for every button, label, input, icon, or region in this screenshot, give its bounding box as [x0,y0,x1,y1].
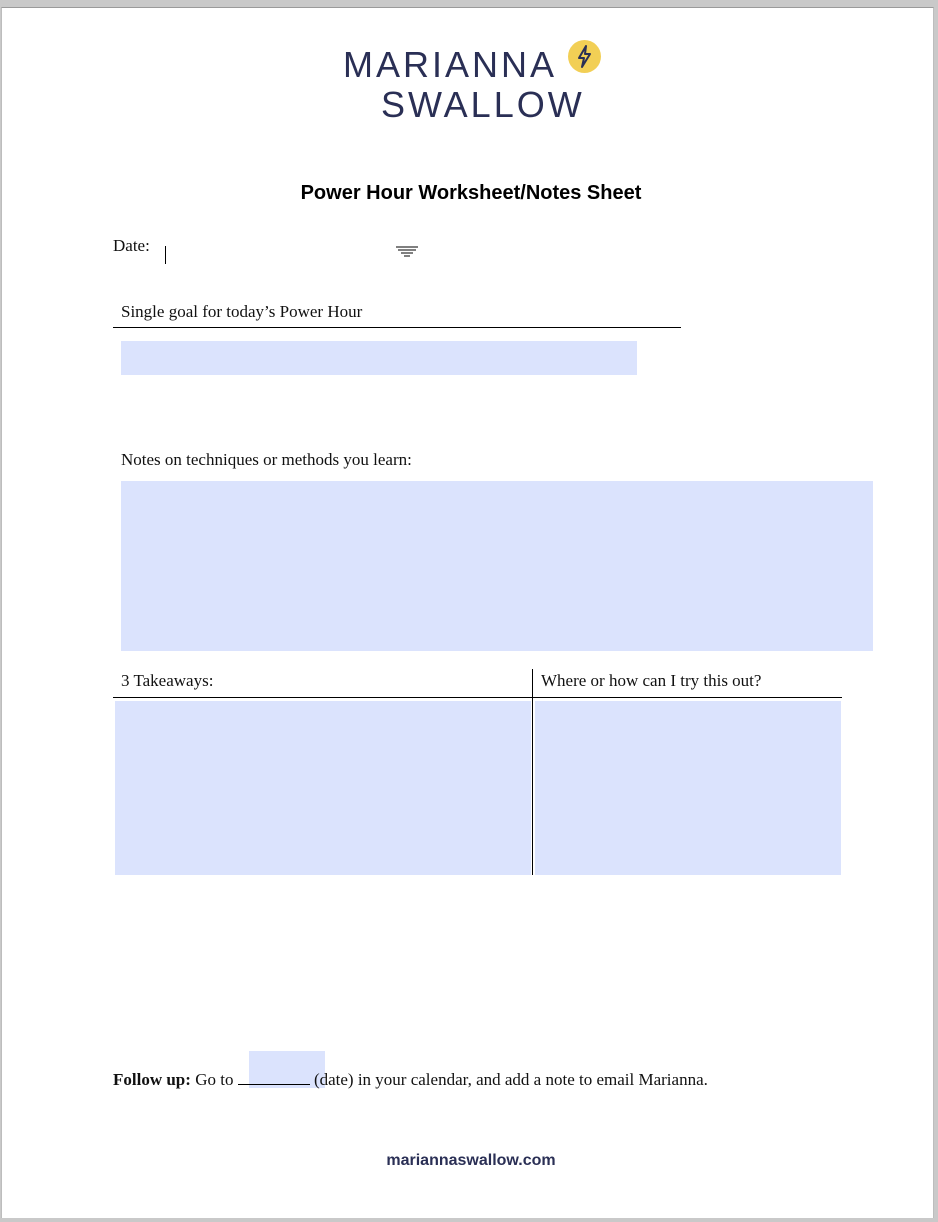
notes-label: Notes on techniques or methods you learn: [121,450,412,469]
try-out-input-field[interactable] [535,701,841,875]
logo-name-line2: SWALLOW [381,84,585,125]
followup-date-blank [238,1083,310,1085]
dropdown-arrow-icon[interactable] [395,246,419,260]
table-header-rule [113,697,842,698]
notes-input-field[interactable] [121,481,873,651]
table-column-divider [532,669,533,875]
goal-input-field[interactable] [121,341,637,375]
footer-website: mariannaswallow.com [386,1152,556,1169]
date-label: Date: [113,236,150,255]
followup-text-before: Go to [190,1070,238,1089]
lightning-bolt-icon [568,40,601,73]
followup-sentence [113,1070,708,1090]
followup-text-after: (date) in your calendar, and add a note to email Marianna. [309,1070,708,1089]
takeaways-input-field[interactable] [115,701,531,875]
goal-underline [113,327,681,328]
logo-name-line1: MARIANNA [343,44,558,85]
followup-label: Follow up: [113,1070,191,1089]
goal-label: Single goal for today’s Power Hour [121,302,363,321]
takeaways-header: 3 Takeaways: [121,671,214,690]
try-out-header: Where or how can I try this out? [541,671,762,690]
date-input-caret[interactable] [165,246,166,264]
document-page [1,7,934,1218]
page-title: Power Hour Worksheet/Notes Sheet [300,182,642,204]
